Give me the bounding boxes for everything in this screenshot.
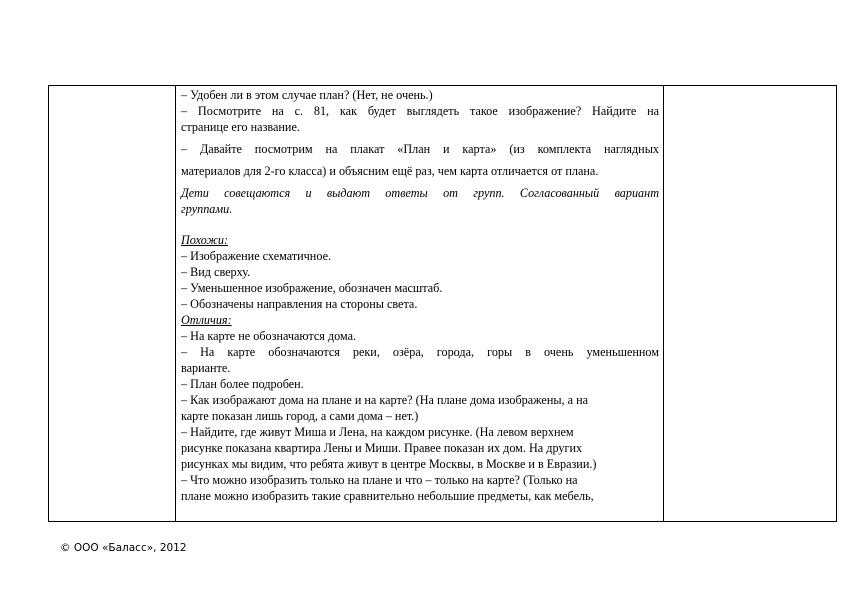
text-line: плане можно изобразить такие сравнительно небольшие предметы, как мебель, [181,489,594,503]
text-line: – Найдите, где живут Миша и Лена, на каждом рисунке. (На левом верхнем [181,425,574,439]
text-line: – Посмотрите на с. 81, как будет выглядеть такое изображение? Найдите на [181,104,659,118]
copyright-footer: © ООО «Баласс», 2012 [60,542,187,554]
heading-similar: Похожи: [181,233,229,247]
column-divider-left [175,86,176,521]
text-line-italic: группами. [181,202,233,216]
text-line: материалов для 2-го класса) и объясним ещё раз, чем карта отличается от плана. [181,164,599,178]
text-line: – Удобен ли в этом случае план? (Нет, не очень.) [181,88,433,102]
text-line: – На карте не обозначаются дома. [181,329,357,343]
heading-differences: Отличия: [181,313,232,327]
text-line: – Как изображают дома на плане и на карте? (На плане дома изображены, а на [181,393,589,407]
text-line: – Изображение схематичное. [181,249,332,263]
text-line: – Вид сверху. [181,265,251,279]
text-line: странице его название. [181,120,300,134]
text-line: – План более подробен. [181,377,304,391]
text-line-italic: Дети совещаются и выдают ответы от групп. Согласованный вариант [181,186,659,200]
text-line: варианте. [181,361,231,375]
text-line: рисунках мы видим, что ребята живут в центре Москвы, в Москве и в Евразии.) [181,457,597,471]
lesson-text-cell [181,87,659,504]
text-line: рисунке показана квартира Лены и Миши. Правее показан их дом. На других [181,441,583,455]
text-line: – Обозначены направления на стороны света. [181,297,418,311]
column-divider-right [663,86,664,521]
lesson-table [48,85,837,522]
text-line: карте показан лишь город, а сами дома – нет.) [181,409,419,423]
text-line: – На карте обозначаются реки, озёра, города, горы в очень уменьшенном [181,345,659,359]
text-line: – Уменьшенное изображение, обозначен масштаб. [181,281,443,295]
text-line: – Давайте посмотрим на плакат «План и карта» (из комплекта наглядных [181,142,659,156]
text-line: – Что можно изобразить только на плане и что – только на карте? (Только на [181,473,578,487]
